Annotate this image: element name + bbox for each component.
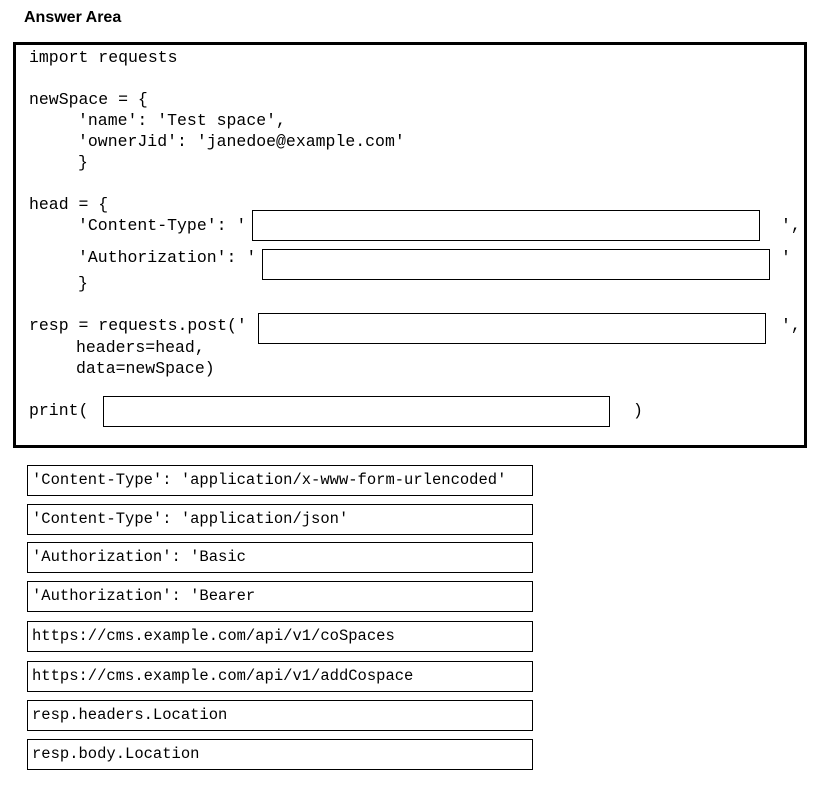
option-resp-body-location[interactable]: resp.body.Location	[27, 739, 533, 770]
code-line: newSpace = {	[29, 90, 148, 109]
option-authorization-basic[interactable]: 'Authorization': 'Basic	[27, 542, 533, 573]
option-authorization-bearer[interactable]: 'Authorization': 'Bearer	[27, 581, 533, 612]
code-line: 'Content-Type': '	[78, 216, 247, 235]
code-line: }	[78, 274, 88, 293]
code-line: 'ownerJid': 'janedoe@example.com'	[78, 132, 405, 151]
code-line: }	[78, 153, 88, 172]
option-resp-headers-location[interactable]: resp.headers.Location	[27, 700, 533, 731]
post-url-drop-target[interactable]	[258, 313, 766, 344]
code-line: data=newSpace)	[76, 359, 215, 378]
code-line: resp = requests.post('	[29, 316, 247, 335]
option-content-type-urlencoded[interactable]: 'Content-Type': 'application/x-www-form-urlencoded'	[27, 465, 533, 496]
code-line: import requests	[29, 48, 178, 67]
code-line: print(	[29, 401, 89, 420]
code-line: head = {	[29, 195, 109, 214]
code-line: )	[633, 401, 643, 420]
print-drop-target[interactable]	[103, 396, 610, 427]
code-line: ',	[781, 316, 801, 335]
option-url-addcospace[interactable]: https://cms.example.com/api/v1/addCospace	[27, 661, 533, 692]
answer-area-title: Answer Area	[24, 9, 122, 26]
code-line: 'Authorization': '	[78, 248, 257, 267]
content-type-drop-target[interactable]	[252, 210, 760, 241]
code-line: ',	[781, 216, 801, 235]
option-content-type-json[interactable]: 'Content-Type': 'application/json'	[27, 504, 533, 535]
code-line: 'name': 'Test space',	[78, 111, 286, 130]
code-line: '	[781, 248, 791, 267]
option-url-cospaces[interactable]: https://cms.example.com/api/v1/coSpaces	[27, 621, 533, 652]
authorization-drop-target[interactable]	[262, 249, 770, 280]
code-line: headers=head,	[76, 338, 205, 357]
